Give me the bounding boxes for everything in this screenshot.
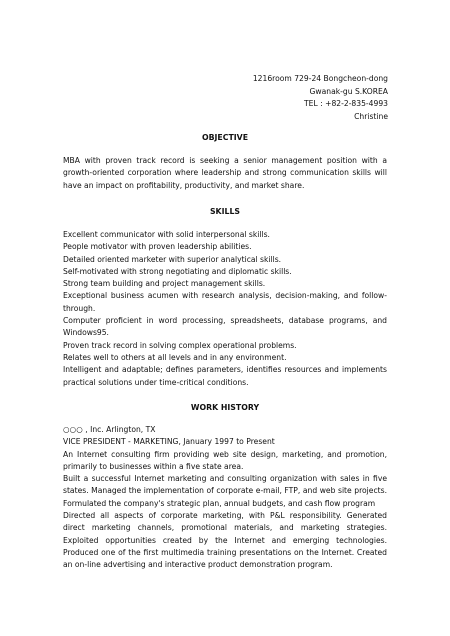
skill-item: Proven track record in solving complex operational problems.: [63, 340, 297, 350]
objective-text: MBA with proven track record is seeking a senior management position with a growth-oriented corporation where leadership and strong communication skills will have an impact on profitability, productivity, and market share.: [63, 156, 387, 190]
skills-heading: SKILLS: [209, 207, 241, 216]
work-paragraph: Directed all aspects of corporate marketing, with P&L responsibility. Generated direct marketing channels, promotional materials, and marketing strategies. Exploited opportunities created by the Internet and emerging technologies. Produced one of the first multimedia training presentations on the Internet. Created an on-line advertising and interactive product demonstration program.: [63, 511, 387, 570]
skills-list: [63, 229, 387, 389]
skill-item: Intelligent and adaptable; defines parameters, identifies resources and implements practical solutions under time-critical conditions.: [63, 365, 387, 387]
contact-city: Gwanak-gu S.KOREA: [309, 86, 388, 96]
company-line: ○○○ , Inc. Arlington, TX: [63, 425, 156, 434]
contact-address: 1216room 729-24 Bongcheon-dong: [252, 74, 388, 83]
work-paragraph: Built a successful Internet marketing and consulting organization with sales in five states. Managed the implementation of corporate e-mail, FTP, and web site projects. Formulated the company's strategic plan, annual budgets, and cash flow program: [63, 474, 387, 508]
contact-phone: TEL : +82-2-835-4993: [304, 99, 388, 108]
skill-item: Excellent communicator with solid interpersonal skills.: [63, 230, 270, 239]
contact-block: [253, 73, 388, 123]
skill-item: Exceptional business acumen with research analysis, decision-making, and follow-through.: [63, 291, 387, 313]
skill-item: Strong team building and project management skills.: [63, 279, 266, 289]
work-paragraph: An Internet consulting firm providing web site design, marketing, and promotion, primarily to businesses within a five state area.: [63, 449, 387, 471]
work-history-body: [63, 424, 387, 572]
skill-item: People motivator with proven leadership abilities.: [63, 242, 252, 252]
skill-item: Self-motivated with strong negotiating and diplomatic skills.: [63, 266, 292, 276]
skill-item: Computer proficient in word processing, spreadsheets, database programs, and Windows95.: [63, 316, 387, 338]
contact-name: Christine: [354, 111, 388, 121]
skill-item: Relates well to others at all levels and in any environment.: [63, 352, 287, 362]
work-history-heading: WORK HISTORY: [190, 403, 260, 412]
objective-heading: OBJECTIVE: [201, 133, 249, 142]
job-title-line: VICE PRESIDENT - MARKETING, January 1997 to Present: [63, 437, 275, 447]
skill-item: Detailed oriented marketer with superior analytical skills.: [63, 254, 282, 264]
